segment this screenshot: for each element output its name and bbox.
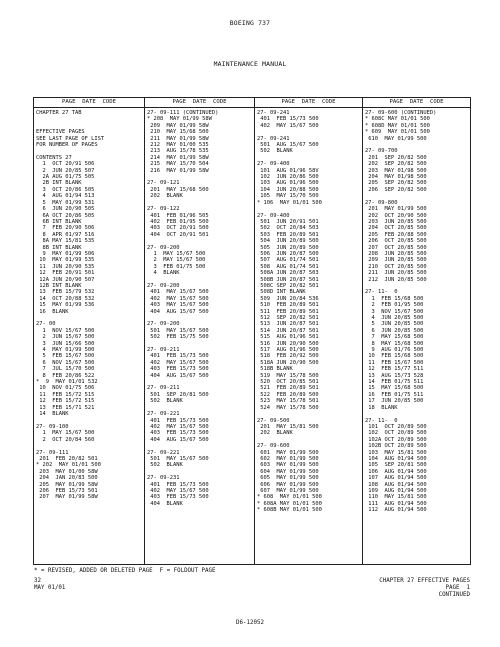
list-item: 403 FEB 15/73 500 bbox=[147, 430, 209, 437]
table-column-1 bbox=[34, 98, 144, 564]
list-item: 207 MAY 01/99 58W bbox=[36, 494, 98, 501]
list-item: 27- 09-211 bbox=[147, 347, 180, 354]
list-item: 518A JUN 20/90 500 bbox=[257, 359, 319, 366]
list-item: 402 MAY 15/67 500 bbox=[147, 295, 209, 302]
list-item: 3 NOV 15/67 500 bbox=[365, 308, 424, 315]
column-header: PAGE DATE CODE bbox=[363, 98, 470, 108]
column-header: PAGE DATE CODE bbox=[145, 98, 254, 108]
page-count: 32 bbox=[34, 578, 41, 584]
list-item: 11 FEB 15/67 500 bbox=[365, 359, 424, 366]
list-item: 517 AUG 01/96 500 bbox=[257, 347, 319, 354]
list-item: 508D INT BLANK bbox=[257, 289, 306, 296]
list-item: 103 MAY 15/81 500 bbox=[365, 449, 427, 456]
list-item: 204 MAY 01/98 500 bbox=[365, 174, 427, 181]
list-item: 522 FEB 20/89 500 bbox=[257, 391, 319, 398]
list-item: 13 AUG 15/73 528 bbox=[365, 372, 424, 379]
footnote: * = REVISED, ADDED OR DELETED PAGE F = FOLDOUT PAGE bbox=[34, 568, 216, 574]
list-item: 1 MAY 15/67 500 bbox=[147, 250, 206, 257]
list-item: 523 MAY 15/78 501 bbox=[257, 398, 319, 405]
list-item: 508 AUG 01/74 501 bbox=[257, 263, 319, 270]
document-number: D6-12052 bbox=[236, 620, 264, 626]
list-item: 404 BLANK bbox=[147, 500, 183, 507]
list-item: 7 MAY 15/68 500 bbox=[365, 334, 424, 341]
list-item: 27- 09-231 bbox=[147, 475, 180, 482]
list-item: 202 OCT 20/90 500 bbox=[365, 212, 427, 219]
list-item: 12B INT BLANK bbox=[36, 282, 82, 289]
list-item: 210 OCT 20/85 500 bbox=[365, 263, 427, 270]
list-item: 27- 09-121 bbox=[147, 180, 180, 187]
list-item: 104 JUN 20/88 500 bbox=[257, 186, 319, 193]
list-item: 27- 09-600 (CONTINUED) bbox=[365, 110, 437, 116]
list-item: 204 OCT 20/85 500 bbox=[365, 225, 427, 232]
list-item: FOR NUMBER OF PAGES bbox=[36, 142, 98, 149]
list-item: 516 JUN 20/90 500 bbox=[257, 340, 319, 347]
list-item: 111 AUG 01/94 500 bbox=[365, 500, 427, 507]
list-item: 27- 09-400 bbox=[257, 161, 290, 168]
list-item: 509 JUN 20/84 536 bbox=[257, 295, 319, 302]
list-item: 502 BLANK bbox=[147, 398, 183, 405]
list-item: * 608D MAY 01/01 500 bbox=[365, 122, 430, 129]
list-item: 401 FEB 01/96 505 bbox=[147, 212, 209, 219]
list-item: 206 SEP 20/82 500 bbox=[365, 186, 427, 193]
list-item: * 608 MAY 01/01 500 bbox=[257, 494, 322, 501]
list-item: 501 AUG 15/67 500 bbox=[257, 142, 319, 149]
section-title: CHAPTER 27 EFFECTIVE PAGES bbox=[379, 578, 470, 584]
list-item: 404 AUG 15/67 500 bbox=[147, 308, 209, 315]
list-item: 2 MAY 15/67 500 bbox=[147, 257, 206, 264]
list-item: 2 JUN 20/85 507 bbox=[36, 167, 95, 174]
list-item: 605 MAY 01/99 500 bbox=[257, 475, 319, 482]
list-item: 603 MAY 01/99 500 bbox=[257, 462, 319, 469]
list-item: 8B INT BLANK bbox=[36, 244, 82, 251]
list-item: 610 MAY 01/99 500 bbox=[365, 135, 427, 142]
list-item: 27- 09-500 bbox=[257, 417, 290, 424]
list-item: 27- 09-221 bbox=[147, 449, 180, 456]
list-item: 12 FEB 15/77 511 bbox=[365, 366, 424, 373]
list-item: 27- 09-111 bbox=[36, 449, 69, 456]
list-item: 13 FEB 15/71 521 bbox=[36, 404, 95, 411]
list-item: * 106 MAY 01/01 500 bbox=[257, 199, 322, 206]
list-item: 112 AUG 01/94 500 bbox=[365, 507, 427, 514]
list-item: 502 BLANK bbox=[257, 148, 293, 155]
list-item: * 208 MAY 01/99 58W bbox=[147, 116, 212, 123]
list-item: 1 FEB 15/68 500 bbox=[365, 295, 424, 302]
list-item: EFFECTIVE PAGES bbox=[36, 129, 85, 136]
list-item: 215 MAY 15/70 504 bbox=[147, 161, 209, 168]
list-item: 206 FEB 15/73 501 bbox=[36, 487, 98, 494]
revision-date: MAY 01/01 bbox=[34, 585, 66, 591]
list-item: 12A JUN 20/90 507 bbox=[36, 276, 95, 283]
list-item: * 608C MAY 01/01 500 bbox=[365, 116, 430, 123]
table-column-3 bbox=[254, 98, 362, 564]
list-item: 216 MAY 01/99 58W bbox=[147, 167, 209, 174]
list-item: 201 MAY 15/81 500 bbox=[257, 423, 319, 430]
list-item: 512 SEP 20/82 501 bbox=[257, 315, 319, 321]
list-item: 101 AUG 01/96 58V bbox=[257, 167, 319, 174]
list-item: 27- 09-211 bbox=[147, 385, 180, 392]
list-item: 205 MAY 01/99 58W bbox=[36, 481, 98, 488]
list-item: 518 FEB 20/92 500 bbox=[257, 353, 319, 360]
list-item: 2A AUG 01/75 505 bbox=[36, 174, 95, 181]
list-item: 602 MAY 01/99 500 bbox=[257, 455, 319, 462]
list-item: 401 MAY 15/67 500 bbox=[147, 289, 209, 296]
list-item: 607 MAY 01/99 500 bbox=[257, 487, 319, 494]
continued-label: CONTINUED bbox=[438, 592, 470, 598]
list-item: 6A OCT 20/86 505 bbox=[36, 212, 95, 219]
table-column-4 bbox=[362, 98, 470, 564]
list-item: * 202 MAY 01/01 500 bbox=[36, 462, 101, 469]
page-number: PAGE 1 bbox=[445, 585, 470, 591]
list-item: 210 MAY 15/68 500 bbox=[147, 129, 209, 136]
list-item: 101 OCT 20/89 500 bbox=[365, 423, 427, 430]
list-item: 209 MAY 01/99 58W bbox=[147, 122, 209, 129]
list-item: 10 MAY 01/99 535 bbox=[36, 257, 95, 264]
list-item: 7 JUL 15/70 500 bbox=[36, 366, 95, 373]
effective-pages-table bbox=[33, 97, 471, 565]
list-item: 510 FEB 20/89 501 bbox=[257, 302, 319, 309]
list-item: 502 BLANK bbox=[147, 462, 183, 469]
list-item: 203 JUN 20/85 500 bbox=[365, 218, 427, 225]
list-item: 203 MAY 01/98 500 bbox=[365, 167, 427, 174]
list-item: 4 JUN 20/85 500 bbox=[365, 315, 424, 321]
list-item: 212 JUN 20/85 500 bbox=[365, 276, 427, 283]
list-item: * 609 MAY 01/01 500 bbox=[365, 129, 430, 136]
list-item: 27- 09-700 bbox=[365, 148, 398, 155]
list-item: 6 NOV 15/67 500 bbox=[36, 359, 95, 366]
list-item: 109 AUG 01/94 500 bbox=[365, 487, 427, 494]
list-item: 214 MAY 01/99 58W bbox=[147, 154, 209, 161]
list-item: 521 FEB 20/89 501 bbox=[257, 385, 319, 392]
list-item: 202 SEP 20/82 500 bbox=[365, 161, 427, 168]
list-item: 501 JUN 20/91 501 bbox=[257, 218, 319, 225]
list-item: 5 MAY 01/99 531 bbox=[36, 199, 95, 206]
list-item: 524 MAY 15/78 500 bbox=[257, 404, 319, 411]
list-item: 201 MAY 01/99 500 bbox=[365, 206, 427, 213]
list-item: 3 OCT 20/86 505 bbox=[36, 186, 95, 193]
list-item: 12 FEB 15/72 515 bbox=[36, 398, 95, 405]
list-item: 201 MAY 15/68 500 bbox=[147, 186, 209, 193]
list-item: 16 BLANK bbox=[36, 308, 69, 315]
list-item: 1 MAY 15/67 500 bbox=[36, 430, 95, 437]
list-item: 213 AUG 15/78 535 bbox=[147, 148, 209, 155]
list-item: 18 BLANK bbox=[365, 404, 398, 411]
list-item: 402 MAY 15/67 500 bbox=[257, 122, 319, 129]
list-item: 27- 00 bbox=[36, 321, 56, 328]
list-item: 27- 09-400 bbox=[257, 212, 290, 219]
list-item: 14 OCT 20/88 532 bbox=[36, 295, 95, 302]
list-item: 208 JUN 20/85 500 bbox=[365, 250, 427, 257]
list-item: 503 FEB 20/89 501 bbox=[257, 231, 319, 238]
list-item: 518B BLANK bbox=[257, 366, 293, 373]
manual-subtitle: MAINTENANCE MANUAL bbox=[213, 60, 287, 68]
list-item: 27- 09-221 bbox=[147, 411, 180, 418]
list-item: SEE LAST PAGE OF LIST bbox=[36, 135, 105, 142]
list-item: 606 MAY 01/99 500 bbox=[257, 481, 319, 488]
list-item: 205 FEB 20/88 500 bbox=[365, 231, 427, 238]
list-item: 27- 09-200 bbox=[147, 244, 180, 251]
list-item: 14 BLANK bbox=[36, 411, 69, 418]
list-item: 27- 09-200 bbox=[147, 282, 180, 289]
list-item: 15 MAY 01/99 536 bbox=[36, 302, 95, 309]
list-item: 27- 09-111 (CONTINUED) bbox=[147, 110, 219, 116]
list-item: 403 FEB 15/73 500 bbox=[147, 494, 209, 501]
list-item: 11 FEB 15/72 515 bbox=[36, 391, 95, 398]
list-item: 11 JUN 20/90 535 bbox=[36, 263, 95, 270]
list-item: 4 BLANK bbox=[147, 270, 180, 277]
list-item: 211 JUN 20/85 500 bbox=[365, 270, 427, 277]
list-item: 17 JUN 20/85 500 bbox=[365, 398, 424, 405]
list-item: 102 JUN 20/86 500 bbox=[257, 174, 319, 181]
list-item: 513 JUN 20/87 501 bbox=[257, 321, 319, 328]
list-item: 402 FEB 01/95 500 bbox=[147, 218, 209, 225]
list-item: 401 FEB 15/73 500 bbox=[147, 481, 209, 488]
list-item: 27- 09-241 bbox=[257, 110, 290, 116]
list-item: 402 MAY 15/67 500 bbox=[147, 359, 209, 366]
list-item: 4 MAY 01/99 500 bbox=[36, 347, 95, 354]
list-item: * 608B MAY 01/01 500 bbox=[257, 507, 322, 514]
list-item: 209 JUN 20/85 500 bbox=[365, 257, 427, 264]
list-item: 14 FEB 01/75 511 bbox=[365, 379, 424, 386]
list-item: 502 OCT 20/84 503 bbox=[257, 225, 319, 232]
list-item: 10 FEB 15/68 500 bbox=[365, 353, 424, 360]
list-item: 3 JUN 15/66 500 bbox=[36, 340, 95, 347]
list-item: 15 MAY 15/68 500 bbox=[365, 385, 424, 392]
list-item: 110 MAY 15/81 500 bbox=[365, 494, 427, 501]
list-item: 4 AUG 01/94 513 bbox=[36, 193, 95, 200]
list-item: 601 MAY 01/99 500 bbox=[257, 449, 319, 456]
list-item: 514 JUN 20/87 501 bbox=[257, 327, 319, 334]
list-item: CHAPTER 27 TAB bbox=[36, 110, 82, 116]
list-item: 202 BLANK bbox=[147, 193, 183, 200]
table-column-2 bbox=[144, 98, 254, 564]
list-item: 2B INT BLANK bbox=[36, 180, 82, 187]
list-item: 16 FEB 01/75 511 bbox=[365, 391, 424, 398]
list-item: 27- 11- 0 bbox=[365, 289, 398, 296]
list-item: 508A JUN 20/87 503 bbox=[257, 270, 319, 277]
list-item: 5 JUN 20/85 500 bbox=[365, 321, 424, 328]
list-item: 402 MAY 15/67 500 bbox=[147, 487, 209, 494]
list-item: 211 MAY 01/99 58W bbox=[147, 135, 209, 142]
list-item: 404 OCT 20/91 501 bbox=[147, 231, 209, 238]
list-item: 204 JAN 20/83 500 bbox=[36, 475, 98, 482]
list-item: * 9 MAY 01/01 532 bbox=[36, 379, 98, 386]
list-item: 8A MAY 15/81 535 bbox=[36, 238, 95, 245]
list-item: 6 JUN 20/85 500 bbox=[365, 327, 424, 334]
list-item: 403 OCT 20/91 500 bbox=[147, 225, 209, 232]
list-item: 106 AUG 01/94 500 bbox=[365, 468, 427, 475]
list-item: 1 NOV 15/67 500 bbox=[36, 327, 95, 334]
list-item: 8 APR 01/97 516 bbox=[36, 231, 95, 238]
list-item: 501 MAY 15/67 500 bbox=[147, 455, 209, 462]
list-item: 502 FEB 15/75 500 bbox=[147, 334, 209, 341]
list-item: 27- 11- 0 bbox=[365, 417, 398, 424]
list-item: 519 MAY 15/78 500 bbox=[257, 372, 319, 379]
list-item: 401 FEB 15/73 500 bbox=[147, 353, 209, 360]
list-item: 9 AUG 01/76 500 bbox=[365, 347, 424, 354]
list-item: 3 FEB 01/75 500 bbox=[147, 263, 206, 270]
list-item: 27- 09-800 bbox=[365, 199, 398, 206]
list-item: 403 FEB 15/73 500 bbox=[147, 366, 209, 373]
list-item: 27- 09-200 bbox=[147, 321, 180, 328]
list-item: 515 AUG 01/96 501 bbox=[257, 334, 319, 341]
list-item: 520 OCT 20/85 501 bbox=[257, 379, 319, 386]
manual-title: BOEING 737 bbox=[229, 19, 271, 27]
list-item: 201 FEB 20/82 501 bbox=[36, 455, 98, 462]
column-header: PAGE DATE CODE bbox=[255, 98, 362, 108]
list-item: 12 FEB 20/91 501 bbox=[36, 270, 95, 277]
list-item: 506 JUN 20/87 500 bbox=[257, 250, 319, 257]
list-item: 2 JUN 15/67 500 bbox=[36, 334, 95, 341]
list-item: 403 MAY 15/67 500 bbox=[147, 302, 209, 309]
list-item: 105 SEP 20/81 500 bbox=[365, 462, 427, 469]
list-item: 6 JUN 20/90 505 bbox=[36, 206, 95, 213]
list-item: 6B INT BLANK bbox=[36, 218, 82, 225]
list-item: 8 MAY 15/68 500 bbox=[365, 340, 424, 347]
list-item: 5 FEB 15/67 500 bbox=[36, 353, 95, 360]
list-item: 8 FEB 20/86 522 bbox=[36, 372, 95, 379]
list-item: 103 AUG 01/96 500 bbox=[257, 180, 319, 187]
list-item: 102B OCT 20/89 500 bbox=[365, 443, 427, 450]
list-item: 505 JUN 20/89 500 bbox=[257, 244, 319, 251]
list-item: 2 OCT 20/84 560 bbox=[36, 436, 95, 443]
list-item: 202 BLANK bbox=[257, 430, 293, 437]
list-item: 102A OCT 20/89 500 bbox=[365, 436, 427, 443]
list-item: 2 FEB 01/95 500 bbox=[365, 302, 424, 309]
list-item: 504 JUN 20/89 500 bbox=[257, 238, 319, 245]
list-item: 508C SEP 20/82 501 bbox=[257, 282, 319, 289]
list-item: * 608A MAY 01/01 500 bbox=[257, 500, 322, 507]
list-item: 108 AUG 01/94 500 bbox=[365, 481, 427, 488]
list-item: 206 OCT 20/85 500 bbox=[365, 238, 427, 245]
list-item: 104 AUG 01/94 500 bbox=[365, 455, 427, 462]
list-item: 203 MAY 01/00 58W bbox=[36, 468, 98, 475]
list-item: 205 SEP 20/82 500 bbox=[365, 180, 427, 187]
list-item: 102 OCT 20/89 500 bbox=[365, 430, 427, 437]
list-item: 105 MAY 15/70 500 bbox=[257, 193, 319, 200]
column-header: PAGE DATE CODE bbox=[34, 98, 144, 108]
list-item: 27- 09-241 bbox=[257, 135, 290, 142]
list-item: 401 FEB 15/73 500 bbox=[257, 116, 319, 123]
list-item: 1 OCT 20/91 506 bbox=[36, 161, 95, 168]
list-item: 107 AUG 01/94 500 bbox=[365, 475, 427, 482]
list-item: 511 FEB 20/89 501 bbox=[257, 308, 319, 315]
list-item: 401 FEB 15/73 500 bbox=[147, 417, 209, 424]
list-item: 201 SEP 20/82 500 bbox=[365, 154, 427, 161]
list-item: 508B JUN 20/87 501 bbox=[257, 276, 319, 283]
list-item: CONTENTS 27 bbox=[36, 154, 72, 161]
list-item: 13 FEB 15/79 532 bbox=[36, 289, 95, 296]
list-item: 27- 09-100 bbox=[36, 423, 69, 430]
list-item: 501 SEP 20/81 500 bbox=[147, 391, 209, 398]
list-item: 27- 09-600 bbox=[257, 443, 290, 450]
list-item: 404 AUG 15/67 500 bbox=[147, 372, 209, 379]
list-item: 507 AUG 01/74 501 bbox=[257, 257, 319, 264]
list-item: 212 MAY 01/00 535 bbox=[147, 142, 209, 149]
list-item: 207 OCT 20/85 500 bbox=[365, 244, 427, 251]
list-item: 10 NOV 01/75 506 bbox=[36, 385, 95, 392]
list-item: 9 MAY 01/99 506 bbox=[36, 250, 95, 257]
list-item: 501 MAY 15/67 500 bbox=[147, 327, 209, 334]
list-item: 7 FEB 20/90 506 bbox=[36, 225, 95, 232]
list-item: 27- 09-122 bbox=[147, 206, 180, 213]
list-item: 404 AUG 15/67 500 bbox=[147, 436, 209, 443]
list-item: 402 MAY 15/67 500 bbox=[147, 423, 209, 430]
list-item: 604 MAY 01/99 500 bbox=[257, 468, 319, 475]
